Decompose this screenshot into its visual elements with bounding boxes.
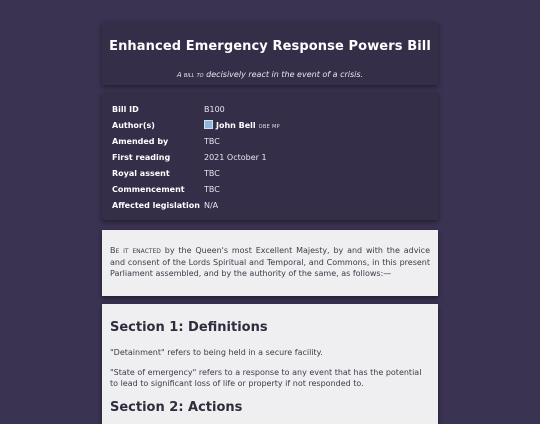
info-value: TBC [204, 168, 220, 178]
section-heading: Section 2: Actions [110, 399, 243, 415]
info-row-amended-by [112, 133, 428, 149]
info-value: TBC [204, 136, 220, 146]
bill-title-card [102, 22, 438, 85]
enacting-text: by the Queen's most Excellent Majesty, by and with the advice and consent of the Lords Spiritual and Temporal, and Commons, in this present Parliament assembled, and by the authority of the same, as follows:— [110, 246, 431, 278]
info-label: Author(s) [112, 120, 155, 130]
sections-card [102, 304, 438, 424]
info-value: B100 [204, 104, 225, 114]
author-entry[interactable] [204, 120, 280, 130]
info-label: First reading [112, 152, 171, 162]
section-paragraph: "State of emergency" refers to a response to any event that has the potential to lead to significant loss of life or property if not responded to. [110, 367, 422, 388]
subtitle-text: decisively react in the event of a crisis. [206, 70, 364, 79]
section-heading: Section 1: Definitions [110, 320, 268, 335]
author-name[interactable]: John Bell [216, 121, 256, 130]
info-row-commencement [112, 181, 428, 197]
info-label: Commencement [112, 184, 185, 194]
subtitle-prefix: A bill to [176, 71, 204, 79]
info-value: TBC [204, 184, 220, 194]
info-label: Amended by [112, 136, 169, 146]
enacting-lead: Be it enacted [110, 246, 161, 255]
enacting-formula-card [102, 230, 438, 296]
info-value: 2021 October 1 [204, 152, 267, 162]
bill-subtitle [102, 70, 438, 79]
author-postnominal: OBE MP [258, 124, 280, 130]
info-label: Royal assent [112, 168, 170, 178]
bill-info-card [102, 93, 438, 220]
info-label: Affected legislation [112, 200, 200, 210]
info-label: Bill ID [112, 104, 139, 114]
info-row-affected-legislation [112, 197, 428, 213]
enacting-formula [110, 245, 430, 280]
info-row-royal-assent [112, 165, 428, 181]
user-avatar-icon [204, 120, 213, 129]
section-paragraph: "Detainment" refers to being held in a secure facility. [110, 348, 323, 357]
info-row-bill-id [112, 101, 428, 117]
page-container [102, 0, 438, 424]
bill-title: Enhanced Emergency Response Powers Bill [109, 39, 431, 54]
info-row-first-reading [112, 149, 428, 165]
info-value: N/A [204, 200, 219, 210]
info-row-authors [112, 117, 428, 133]
